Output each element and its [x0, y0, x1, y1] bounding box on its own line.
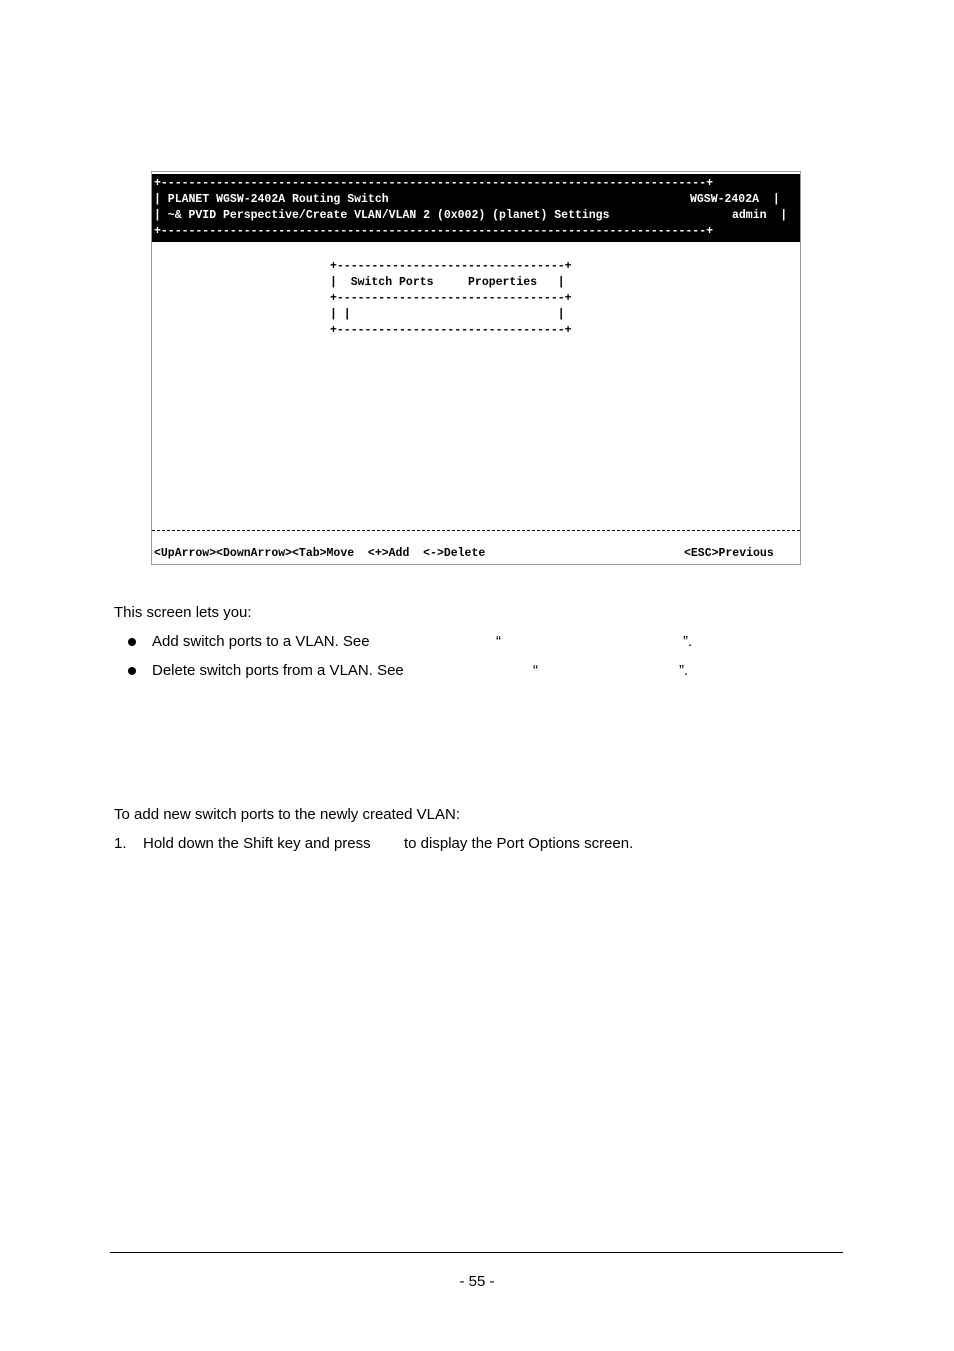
bullet2-open-quote: “	[533, 662, 538, 679]
header-top-rule: +-------------------------------------------------------------------------------+	[154, 177, 713, 190]
bullet-icon	[128, 667, 136, 675]
intro-text: This screen lets you:	[114, 604, 252, 621]
footer-divider	[152, 530, 800, 531]
bullet2-text: Delete switch ports from a VLAN. See	[152, 662, 404, 679]
header-user: admin |	[732, 209, 788, 222]
page-number: - 55 -	[459, 1273, 495, 1290]
header-breadcrumb: | ~& PVID Perspective/Create VLAN/VLAN 2 (0x002) (planet) Settings	[154, 209, 610, 222]
header-title: | PLANET WGSW-2402A Routing Switch	[154, 193, 389, 206]
add-ports-intro: To add new switch ports to the newly created VLAN:	[114, 806, 461, 823]
bullet1-text: Add switch ports to a VLAN. See	[152, 633, 370, 650]
terminal-screenshot	[151, 171, 801, 565]
table-mid-rule: +---------------------------------+	[330, 292, 572, 305]
terminal-header	[152, 174, 800, 242]
bullet2-close-quote: ”.	[679, 662, 689, 679]
footer-rule	[110, 1252, 843, 1253]
table-row[interactable]: | | |	[330, 308, 565, 321]
bullet-icon	[128, 638, 136, 646]
step1-text: Hold down the Shift key and press	[143, 835, 371, 852]
step1-text-cont: to display the Port Options screen.	[404, 835, 634, 852]
key-help: <UpArrow><DownArrow><Tab>Move <+>Add <->Delete	[154, 547, 486, 560]
step1-number: 1.	[114, 835, 127, 852]
bullet1-close-quote: ”.	[683, 633, 693, 650]
table-bottom-rule: +---------------------------------+	[330, 324, 572, 337]
header-model: WGSW-2402A |	[690, 193, 780, 206]
table-top-rule: +---------------------------------+	[330, 260, 572, 273]
bullet1-open-quote: “	[496, 633, 501, 650]
esc-previous: <ESC>Previous	[684, 547, 774, 560]
terminal-footer	[152, 546, 800, 562]
table-header-row: | Switch Ports Properties |	[330, 276, 565, 289]
header-bottom-rule: +-------------------------------------------------------------------------------+	[154, 225, 713, 238]
